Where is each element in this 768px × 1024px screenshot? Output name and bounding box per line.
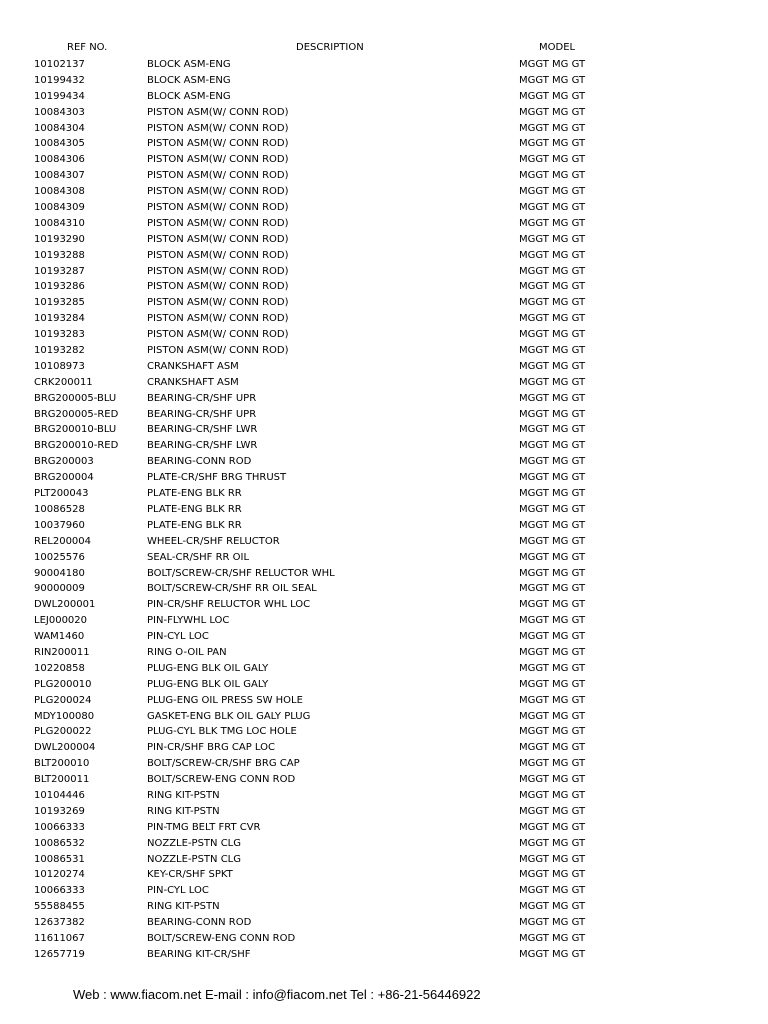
cell-description: GASKET-ENG BLK OIL GALY PLUG [147,710,311,722]
parts-table-body [0,58,768,964]
cell-model: MGGT MG GT [519,360,586,372]
table-row [0,853,768,869]
cell-model: MGGT MG GT [519,901,586,913]
cell-description: NOZZLE-PSTN CLG [147,853,241,865]
table-row [0,376,768,392]
cell-model: MGGT MG GT [519,805,586,817]
cell-ref-no: 10193283 [34,329,85,341]
table-row [0,392,768,408]
cell-description: BEARING-CONN ROD [147,917,252,929]
cell-ref-no: 10193284 [34,313,85,325]
cell-description: PIN-FLYWHL LOC [147,615,230,627]
cell-model: MGGT MG GT [519,837,586,849]
cell-description: PISTON ASM(W/ CONN ROD) [147,265,289,277]
table-row [0,805,768,821]
cell-model: MGGT MG GT [519,503,586,515]
cell-description: BEARING-CR/SHF UPR [147,408,257,420]
cell-description: BLOCK ASM-ENG [147,90,231,102]
cell-model: MGGT MG GT [519,678,586,690]
cell-model: MGGT MG GT [519,59,586,70]
cell-model: MGGT MG GT [519,440,586,452]
cell-ref-no: LEJ000020 [34,615,88,627]
table-row [0,328,768,344]
header-description: DESCRIPTION [296,42,364,53]
table-row [0,233,768,249]
cell-description: WHEEL-CR/SHF RELUCTOR [147,535,280,547]
table-row [0,280,768,296]
cell-ref-no: 10084303 [34,106,85,118]
cell-ref-no: BRG200010-BLU [34,424,117,436]
cell-model: MGGT MG GT [519,742,586,754]
footer-contact: Web : www.fiacom.net E-mail : info@fiacom.net Tel : +86-21-56446922 [73,987,481,1002]
cell-description: PISTON ASM(W/ CONN ROD) [147,281,289,293]
table-row [0,360,768,376]
table-row [0,169,768,185]
cell-ref-no: 10104446 [34,789,85,801]
cell-ref-no: BRG200005-RED [34,408,119,420]
cell-description: BOLT/SCREW-ENG CONN ROD [147,774,296,786]
table-row [0,519,768,535]
table-row [0,137,768,153]
cell-model: MGGT MG GT [519,519,586,531]
cell-model: MGGT MG GT [519,329,586,341]
table-row [0,900,768,916]
cell-description: BOLT/SCREW-CR/SHF BRG CAP [147,758,300,770]
cell-model: MGGT MG GT [519,408,586,420]
table-row [0,741,768,757]
cell-model: MGGT MG GT [519,186,586,198]
cell-ref-no: 10086531 [34,853,85,865]
cell-description: PISTON ASM(W/ CONN ROD) [147,106,289,118]
table-row [0,185,768,201]
cell-ref-no: 55588455 [34,901,85,913]
table-header [0,42,768,58]
table-row [0,773,768,789]
cell-ref-no: 10084306 [34,154,85,166]
cell-ref-no: 10108973 [34,360,85,372]
cell-description: BEARING-CR/SHF LWR [147,440,258,452]
cell-model: MGGT MG GT [519,424,586,436]
cell-ref-no: 10086532 [34,837,85,849]
cell-model: MGGT MG GT [519,297,586,309]
cell-description: BLOCK ASM-ENG [147,59,231,70]
cell-ref-no: BLT200011 [34,774,90,786]
cell-description: PLUG-ENG OIL PRESS SW HOLE [147,694,303,706]
cell-ref-no: 10084310 [34,217,85,229]
cell-description: PISTON ASM(W/ CONN ROD) [147,249,289,261]
cell-description: BEARING-CR/SHF UPR [147,392,257,404]
cell-description: PIN-CYL LOC [147,885,209,897]
table-row [0,503,768,519]
table-row [0,710,768,726]
cell-description: PISTON ASM(W/ CONN ROD) [147,345,289,357]
cell-model: MGGT MG GT [519,74,586,86]
cell-model: MGGT MG GT [519,106,586,118]
cell-ref-no: BRG200010-RED [34,440,119,452]
table-row [0,74,768,90]
cell-ref-no: 12637382 [34,917,85,929]
cell-description: RING KIT-PSTN [147,789,220,801]
table-row [0,106,768,122]
table-row [0,916,768,932]
cell-model: MGGT MG GT [519,694,586,706]
cell-ref-no: MDY100080 [34,710,95,722]
cell-description: BEARING-CR/SHF LWR [147,424,258,436]
cell-model: MGGT MG GT [519,853,586,865]
table-row [0,630,768,646]
cell-description: KEY-CR/SHF SPKT [147,869,233,881]
table-row [0,821,768,837]
table-row [0,535,768,551]
cell-model: MGGT MG GT [519,758,586,770]
table-row [0,598,768,614]
table-row [0,249,768,265]
cell-ref-no: 11611067 [34,932,85,944]
cell-description: BEARING KIT-CR/SHF [147,948,251,960]
cell-ref-no: 10220858 [34,662,85,674]
table-row [0,439,768,455]
cell-description: SEAL-CR/SHF RR OIL [147,551,250,563]
cell-description: PISTON ASM(W/ CONN ROD) [147,202,289,214]
table-row [0,312,768,328]
cell-ref-no: PLG200010 [34,678,92,690]
cell-model: MGGT MG GT [519,662,586,674]
cell-ref-no: 10193286 [34,281,85,293]
cell-ref-no: 10084305 [34,138,85,150]
cell-ref-no: DWL200004 [34,742,96,754]
cell-model: MGGT MG GT [519,789,586,801]
table-row [0,201,768,217]
cell-model: MGGT MG GT [519,646,586,658]
cell-description: PISTON ASM(W/ CONN ROD) [147,122,289,134]
cell-description: PLATE-ENG BLK RR [147,519,242,531]
cell-model: MGGT MG GT [519,583,586,595]
cell-description: BOLT/SCREW-CR/SHF RELUCTOR WHL [147,567,335,579]
cell-description: BEARING-CONN ROD [147,456,252,468]
cell-description: PLUG-ENG BLK OIL GALY [147,678,269,690]
cell-model: MGGT MG GT [519,948,586,960]
cell-ref-no: 10120274 [34,869,85,881]
cell-description: PISTON ASM(W/ CONN ROD) [147,138,289,150]
cell-description: RING O-OIL PAN [147,646,227,658]
table-row [0,757,768,773]
cell-description: PLUG-ENG BLK OIL GALY [147,662,269,674]
cell-model: MGGT MG GT [519,265,586,277]
cell-model: MGGT MG GT [519,869,586,881]
cell-model: MGGT MG GT [519,313,586,325]
cell-model: MGGT MG GT [519,233,586,245]
table-row [0,551,768,567]
cell-model: MGGT MG GT [519,615,586,627]
table-row [0,90,768,106]
cell-ref-no: PLG200022 [34,726,92,738]
cell-model: MGGT MG GT [519,726,586,738]
table-row [0,58,768,74]
cell-model: MGGT MG GT [519,345,586,357]
table-row [0,678,768,694]
cell-model: MGGT MG GT [519,138,586,150]
table-row [0,614,768,630]
cell-model: MGGT MG GT [519,599,586,611]
cell-model: MGGT MG GT [519,281,586,293]
cell-ref-no: BRG200005-BLU [34,392,117,404]
cell-model: MGGT MG GT [519,217,586,229]
cell-description: PISTON ASM(W/ CONN ROD) [147,233,289,245]
cell-model: MGGT MG GT [519,376,586,388]
cell-ref-no: 10025576 [34,551,85,563]
cell-description: PISTON ASM(W/ CONN ROD) [147,170,289,182]
table-row [0,567,768,583]
cell-description: PIN-CR/SHF BRG CAP LOC [147,742,276,754]
cell-model: MGGT MG GT [519,472,586,484]
cell-ref-no: 10199432 [34,74,85,86]
table-row [0,789,768,805]
cell-model: MGGT MG GT [519,170,586,182]
cell-model: MGGT MG GT [519,821,586,833]
table-row [0,471,768,487]
cell-model: MGGT MG GT [519,932,586,944]
cell-model: MGGT MG GT [519,567,586,579]
table-row [0,725,768,741]
table-row [0,884,768,900]
cell-description: PIN-CR/SHF RELUCTOR WHL LOC [147,599,311,611]
cell-model: MGGT MG GT [519,551,586,563]
cell-model: MGGT MG GT [519,917,586,929]
cell-ref-no: 10066333 [34,885,85,897]
cell-ref-no: WAM1460 [34,631,85,643]
cell-ref-no: 10084304 [34,122,85,134]
cell-ref-no: 10193287 [34,265,85,277]
header-ref-no: REF NO. [67,42,108,53]
cell-ref-no: 10193288 [34,249,85,261]
table-row [0,662,768,678]
cell-description: PLATE-CR/SHF BRG THRUST [147,472,287,484]
cell-ref-no: 10193269 [34,805,85,817]
cell-model: MGGT MG GT [519,154,586,166]
cell-description: PIN-TMG BELT FRT CVR [147,821,261,833]
table-row [0,122,768,138]
cell-ref-no: 90000009 [34,583,85,595]
cell-description: BOLT/SCREW-CR/SHF RR OIL SEAL [147,583,317,595]
cell-description: PIN-CYL LOC [147,631,209,643]
cell-model: MGGT MG GT [519,456,586,468]
table-row [0,646,768,662]
cell-ref-no: 10086528 [34,503,85,515]
cell-ref-no: 10084307 [34,170,85,182]
table-row [0,582,768,598]
cell-description: PLATE-ENG BLK RR [147,503,242,515]
cell-description: PLATE-ENG BLK RR [147,488,242,500]
cell-description: BOLT/SCREW-ENG CONN ROD [147,932,296,944]
table-row [0,265,768,281]
table-row [0,948,768,964]
cell-ref-no: 10066333 [34,821,85,833]
cell-model: MGGT MG GT [519,488,586,500]
cell-model: MGGT MG GT [519,202,586,214]
cell-ref-no: 10193290 [34,233,85,245]
cell-ref-no: 10084308 [34,186,85,198]
cell-description: CRANKSHAFT ASM [147,376,239,388]
cell-ref-no: 10037960 [34,519,85,531]
cell-description: RING KIT-PSTN [147,901,220,913]
table-row [0,455,768,471]
table-row [0,153,768,169]
cell-ref-no: 10102137 [34,59,85,70]
cell-ref-no: 10199434 [34,90,85,102]
table-row [0,694,768,710]
table-row [0,837,768,853]
cell-ref-no: REL200004 [34,535,92,547]
cell-model: MGGT MG GT [519,710,586,722]
cell-ref-no: 90004180 [34,567,85,579]
cell-ref-no: DWL200001 [34,599,96,611]
cell-model: MGGT MG GT [519,392,586,404]
table-row [0,487,768,503]
cell-description: PISTON ASM(W/ CONN ROD) [147,297,289,309]
cell-ref-no: 12657719 [34,948,85,960]
table-row [0,217,768,233]
table-row [0,932,768,948]
cell-description: RING KIT-PSTN [147,805,220,817]
cell-description: PISTON ASM(W/ CONN ROD) [147,313,289,325]
cell-ref-no: CRK200011 [34,376,93,388]
cell-ref-no: 10193282 [34,345,85,357]
cell-ref-no: BLT200010 [34,758,90,770]
cell-description: NOZZLE-PSTN CLG [147,837,241,849]
cell-model: MGGT MG GT [519,122,586,134]
cell-model: MGGT MG GT [519,249,586,261]
cell-model: MGGT MG GT [519,774,586,786]
cell-description: PISTON ASM(W/ CONN ROD) [147,329,289,341]
cell-model: MGGT MG GT [519,631,586,643]
cell-description: PISTON ASM(W/ CONN ROD) [147,217,289,229]
cell-description: CRANKSHAFT ASM [147,360,239,372]
cell-ref-no: 10193285 [34,297,85,309]
cell-description: PISTON ASM(W/ CONN ROD) [147,186,289,198]
cell-model: MGGT MG GT [519,885,586,897]
cell-ref-no: BRG200003 [34,456,94,468]
table-row [0,296,768,312]
table-row [0,868,768,884]
table-row [0,408,768,424]
cell-description: PISTON ASM(W/ CONN ROD) [147,154,289,166]
cell-ref-no: PLT200043 [34,488,89,500]
cell-description: BLOCK ASM-ENG [147,74,231,86]
cell-ref-no: RIN200011 [34,646,90,658]
cell-description: PLUG-CYL BLK TMG LOC HOLE [147,726,297,738]
table-row [0,344,768,360]
cell-ref-no: PLG200024 [34,694,92,706]
cell-ref-no: BRG200004 [34,472,94,484]
cell-model: MGGT MG GT [519,90,586,102]
table-row [0,423,768,439]
cell-ref-no: 10084309 [34,202,85,214]
header-model: MODEL [539,42,576,53]
cell-model: MGGT MG GT [519,535,586,547]
